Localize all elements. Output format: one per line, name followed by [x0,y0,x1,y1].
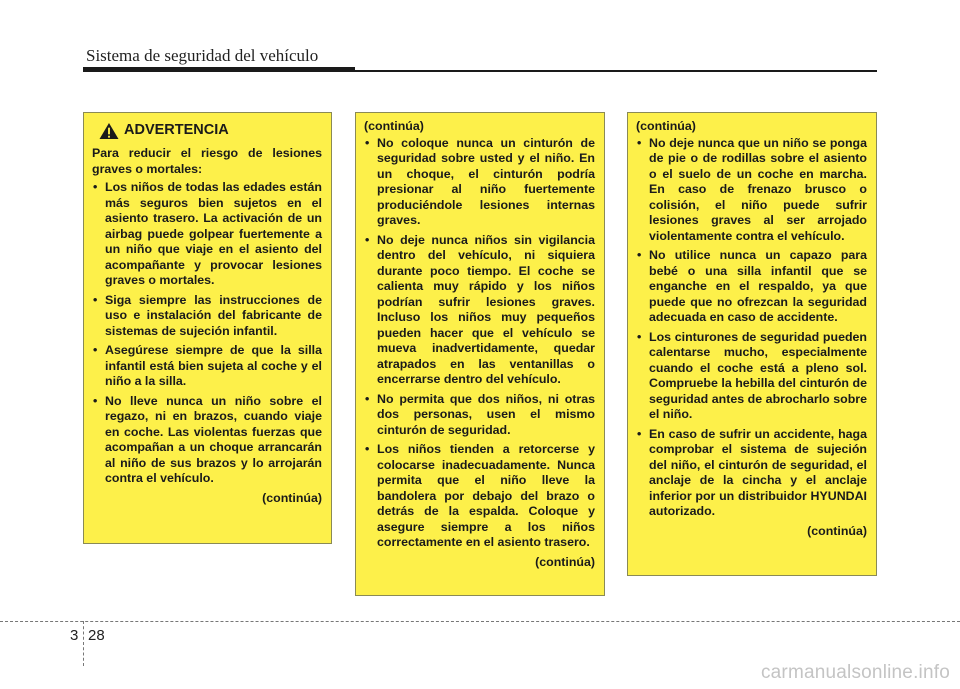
list-item: • Los niños de todas las edades están más seguros bien sujetos en el asiento trasero. La activación de un airbag puede golpear fuertemente a un niño que viaje en el asiento del acompañante y provocar lesiones graves o mortales. [92,180,322,289]
list-item: • Siga siempre las instrucciones de uso e instalación del fabricante de sistemas de sujeción infantil. [92,293,322,340]
list-item: • No coloque nunca un cinturón de seguridad sobre usted y el niño. En un choque, el cinturón podría presionar al niño fuertemente produciéndole lesiones internas graves. [364,136,595,229]
header-rule-thin [83,70,877,72]
continues-label: (continúa) [535,554,595,569]
list-item: • No deje nunca que un niño se ponga de pie o de rodillas sobre el asiento o el suelo de un coche en marcha. En caso de frenazo brusco o colisión, el niño puede sufrir lesiones graves al ser arrojado violentamente contra el vehículo. [636,136,867,245]
list-item: • Los cinturones de seguridad pueden calentarse mucho, especialmente cuando el coche está a pleno sol. Compruebe la hebilla del cinturón de seguridad antes de abrocharlo sobre el niño. [636,330,867,423]
warning-box-3 [627,112,877,576]
footer-dashed-rule [0,621,960,622]
warning-box-2 [355,112,605,596]
list-item: • Asegúrese siempre de que la silla infantil está bien sujeta al coche y el niño a la silla. [92,343,322,390]
warning-heading [98,122,322,140]
continues-label: (continúa) [807,523,867,538]
list-item: • No utilice nunca un capazo para bebé o una silla infantil que se enganche en el respaldo, ya que puede que no ofrezcan la seguridad adecuada en caso de accidente. [636,248,867,326]
warning-triangle-icon [98,122,120,140]
chapter-number: 3 [70,627,79,644]
list-item: • Los niños tienden a retorcerse y colocarse inadecuadamente. Nunca permita que el niño lleve la bandolera por debajo del brazo o detrás de la espalda. Coloque y asegure siempre a los niños correctamente en el asiento trasero. [364,442,595,551]
warning-title: ADVERTENCIA [124,122,229,139]
warning-list-3 [636,136,867,520]
warning-list-2 [364,136,595,551]
continued-label: (continúa) [364,119,424,133]
continues-label: (continúa) [262,490,322,505]
list-item: • En caso de sufrir un accidente, haga comprobar el sistema de sujeción del niño, el cinturón de seguridad, el anclaje de la cincha y el anclaje inferior por un distribuidor HYUNDAI autorizado. [636,427,867,520]
list-item: • No deje nunca niños sin vigilancia dentro del vehículo, ni siquiera durante poco tiempo. El coche se calienta muy rápido y los niños podrían sufrir lesiones graves. Incluso los niños muy pequeños pueden hacer que el vehículo se mueva inadvertidamente, quedar atrapados en las ventanillas o encerrarse dentro del vehículo. [364,233,595,388]
continued-label: (continúa) [636,119,696,133]
list-item: • No lleve nunca un niño sobre el regazo, ni en brazos, cuando viaje en coche. Las violentas fuerzas que acompañan a un choque arrancarán al niño de sus brazos y lo arrojarán contra el vehículo. [92,394,322,487]
footer-vertical-rule [83,621,84,666]
page-header-title: Sistema de seguridad del vehículo [86,46,319,65]
warning-intro: Para reducir el riesgo de lesiones graves o mortales: [92,146,322,176]
list-item: • No permita que dos niños, ni otras dos personas, usen el mismo cinturón de seguridad. [364,392,595,439]
page-number: 28 [88,627,105,644]
watermark-text: carmanualsonline.info [760,662,950,683]
warning-list-1 [92,180,322,487]
warning-box-1 [83,112,332,544]
